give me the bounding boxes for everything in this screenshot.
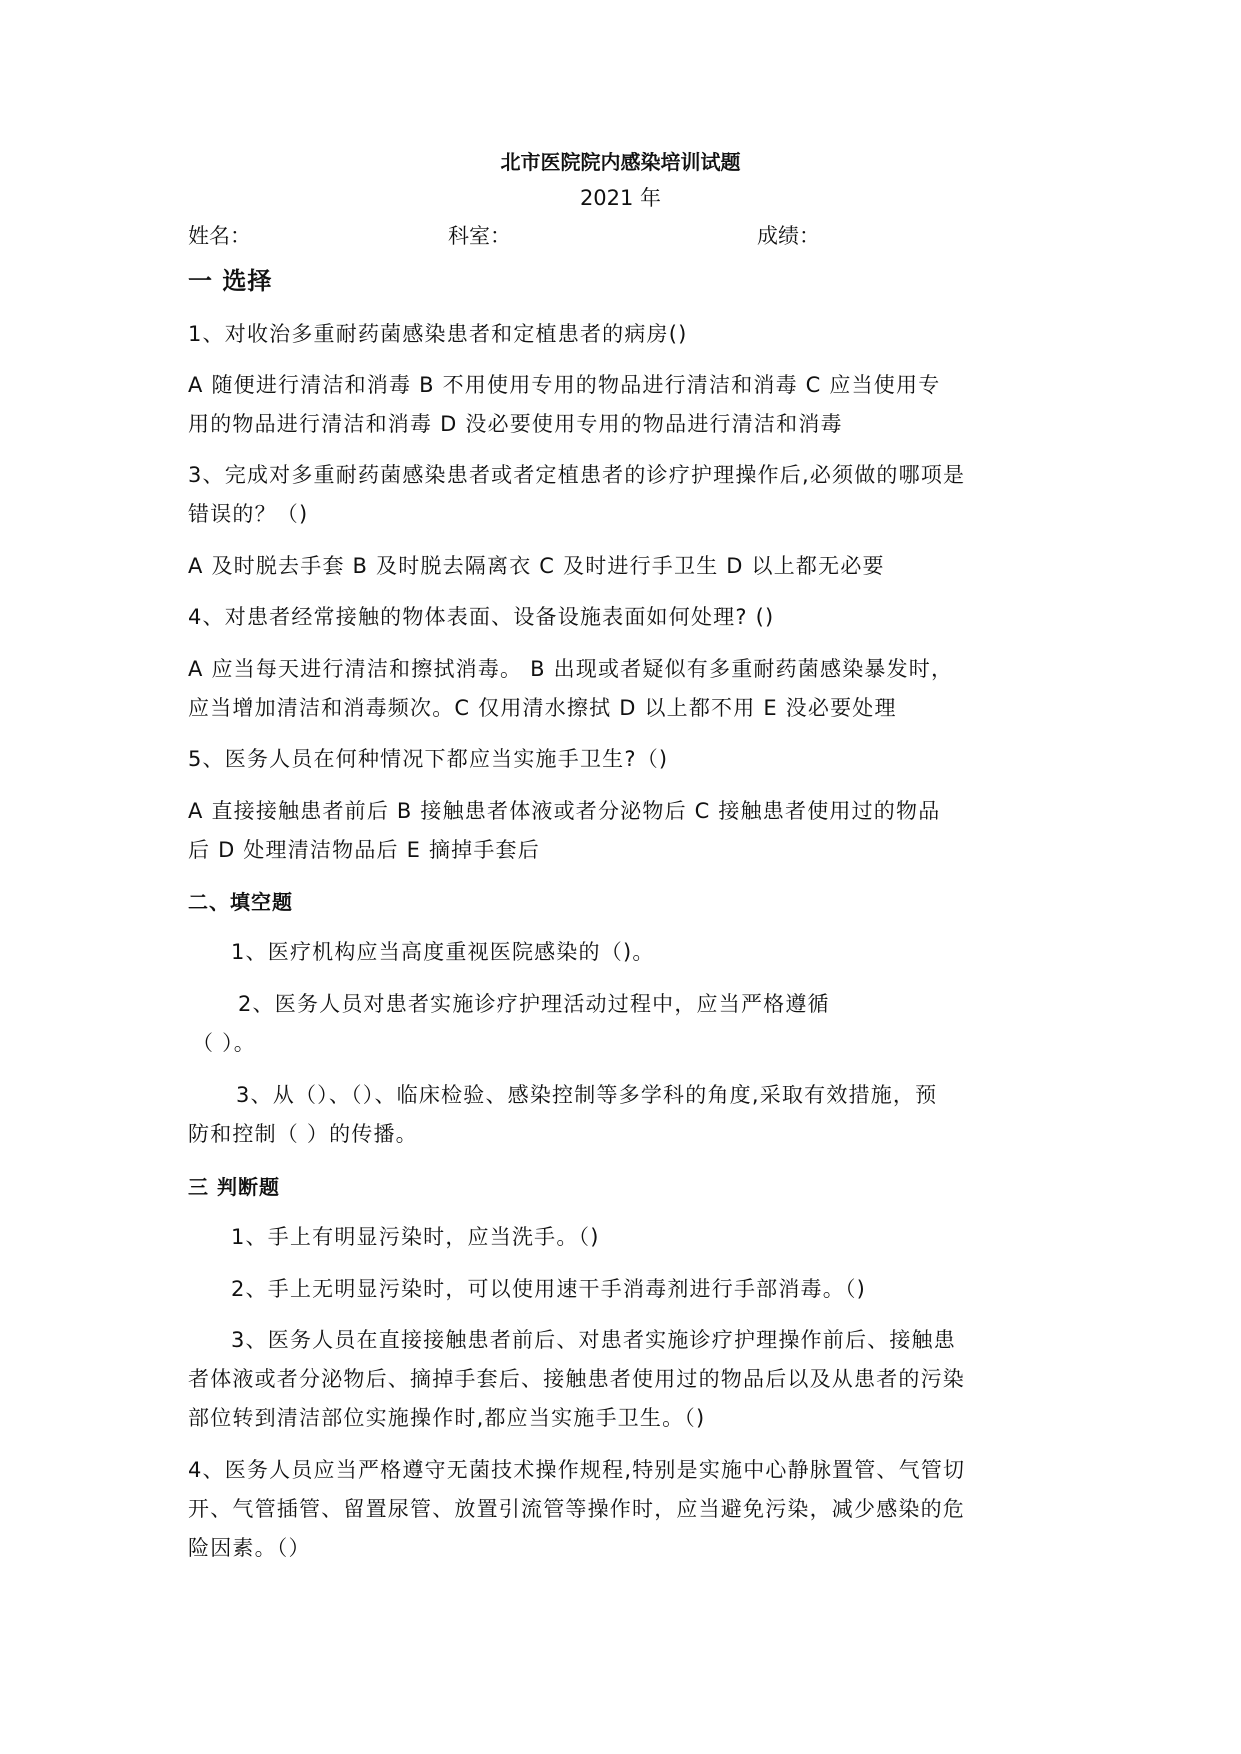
answer-blank: （ ）。 <box>192 1031 256 1055</box>
question-line: 1、对收治多重耐药菌感染患者和定植患者的病房() <box>188 322 688 346</box>
name-field-label: 姓名： <box>188 224 251 248</box>
score-field-label: 成绩： <box>757 224 820 248</box>
question-line: 1、手上有明显污染时，应当洗手。（) <box>231 1225 600 1249</box>
page-title: 北市医院院内感染培训试题 <box>500 150 741 174</box>
question-line: 险因素。（） <box>188 1536 311 1560</box>
option-line: A 随便进行清洁和消毒 B 不用使用专用的物品进行清洁和消毒 C 应当使用专 <box>188 373 941 397</box>
question-line: 4、医务人员应当严格遵守无菌技术操作规程,特别是实施中心静脉置管、气管切 <box>188 1458 966 1482</box>
question-line: 3、医务人员在直接接触患者前后、对患者实施诊疗护理操作前后、接触患 <box>231 1328 956 1352</box>
question-line: 3、完成对多重耐药菌感染患者或者定植患者的诊疗护理操作后,必须做的哪项是 <box>188 463 966 487</box>
question-line: 4、对患者经常接触的物体表面、设备设施表面如何处理? () <box>188 605 775 629</box>
section-heading-judge: 三 判断题 <box>188 1175 280 1199</box>
exam-year: 2021 年 <box>579 186 662 210</box>
option-line: A 直接接触患者前后 B 接触患者体液或者分泌物后 C 接触患者使用过的物品 <box>188 799 941 823</box>
question-line: 防和控制（ ）的传播。 <box>188 1122 418 1146</box>
question-line: 者体液或者分泌物后、摘掉手套后、接触患者使用过的物品后以及从患者的污染 <box>188 1367 965 1391</box>
question-line: 错误的？（) <box>188 502 309 526</box>
section-heading-fill: 二、填空题 <box>188 890 293 914</box>
department-field-label: 科室： <box>448 224 511 248</box>
option-line: 应当增加清洁和消毒频次。C 仅用清水擦拭 D 以上都不用 E 没必要处理 <box>188 696 897 720</box>
option-line: A 及时脱去手套 B 及时脱去隔离衣 C 及时进行手卫生 D 以上都无必要 <box>188 554 885 578</box>
question-line: 5、医务人员在何种情况下都应当实施手卫生?（) <box>188 747 669 771</box>
option-line: 用的物品进行清洁和消毒 D 没必要使用专用的物品进行清洁和消毒 <box>188 412 843 436</box>
question-line: 部位转到清洁部位实施操作时,都应当实施手卫生。（) <box>188 1406 706 1430</box>
question-line: 3、从（）、（）、临床检验、感染控制等多学科的角度,采取有效措施，预 <box>236 1083 938 1107</box>
option-line: 后 D 处理清洁物品后 E 摘掉手套后 <box>188 838 540 862</box>
question-line: 2、手上无明显污染时，可以使用速干手消毒剂进行手部消毒。（) <box>231 1277 867 1301</box>
question-line: 2、医务人员对患者实施诊疗护理活动过程中，应当严格遵循 <box>238 992 830 1016</box>
question-line: 1、医疗机构应当高度重视医院感染的（)。 <box>231 940 655 964</box>
question-line: 开、气管插管、留置尿管、放置引流管等操作时，应当避免污染，减少感染的危 <box>188 1497 965 1521</box>
section-heading-choice: 一 选择 <box>188 267 273 295</box>
option-line: A 应当每天进行清洁和擦拭消毒。 B 出现或者疑似有多重耐药菌感染暴发时， <box>188 657 954 681</box>
